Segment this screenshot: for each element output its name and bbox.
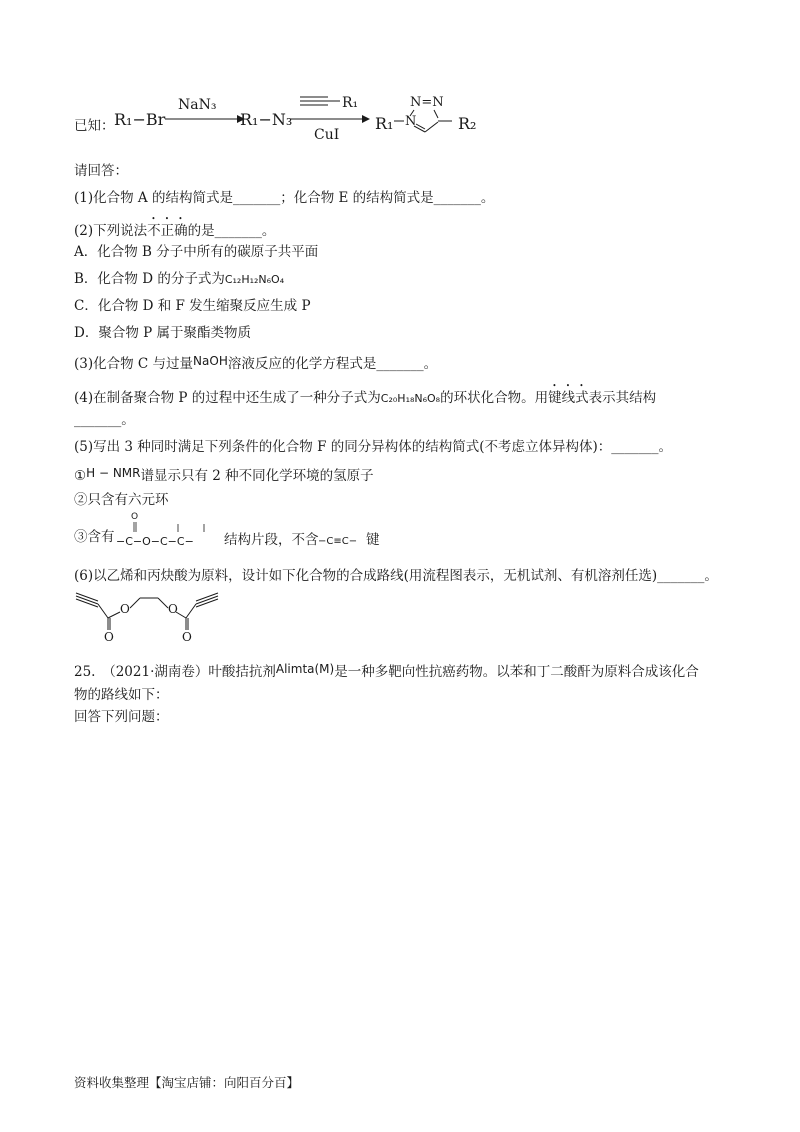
question-6: (6)以乙烯和丙炔酸为原料，设计如下化合物的合成路线(用流程图表示，无机试剂、有机溶剂任选)_______。 — [74, 568, 718, 584]
ring-oxygen-1: O — [120, 602, 130, 616]
question-4-post: 表示其结构 — [588, 390, 657, 406]
question-2-emphasis: 不正确 — [147, 223, 188, 239]
reaction-arrow-2 — [290, 112, 370, 124]
reagent-nan3: NaN₃ — [178, 97, 217, 113]
question-4-emphasis: 键线式 — [548, 390, 589, 406]
option-c: C．化合物 D 和 F 发生缩聚反应生成 P — [74, 298, 311, 314]
question-2-pre: (2)下列说法 — [74, 223, 148, 239]
fragment-carbonyl-o: O — [131, 512, 139, 522]
alkyne-substituent-r1: R₁ — [342, 95, 359, 111]
question-4-mid: 的环状化合物。用 — [440, 390, 549, 406]
known-prefix: 已知： — [74, 118, 115, 134]
footer-source: 资料收集整理【淘宝店铺：向阳百分百】 — [74, 1075, 300, 1090]
fragment-ester: −C−O−C−C− — [116, 535, 194, 548]
question-3-pre: (3)化合物 C 与过量 — [74, 356, 194, 372]
condition-1-post: 谱显示只有 2 种不同化学环境的氢原子 — [140, 468, 374, 484]
ring-oxygen-2: O — [168, 602, 178, 616]
question-3 — [74, 352, 437, 373]
condition-1 — [74, 464, 374, 485]
question-2-post: 的是_______。 — [187, 223, 276, 239]
triazole-r2: R₂ — [458, 114, 477, 133]
carbonyl-oxygen-1: O — [104, 630, 114, 644]
triazole-n-eq-n: N=N — [410, 95, 444, 110]
question-25-pre: 25. （2021·湖南卷）叶酸拮抗剂 — [74, 664, 276, 680]
condition-2: ②只含有六元环 — [74, 492, 169, 508]
question-2 — [74, 215, 275, 240]
question-1: (1)化合物 A 的结构简式是_______；化合物 E 的结构简式是_______。 — [74, 190, 495, 206]
option-b — [74, 270, 284, 289]
nmr-label: H − NMR — [86, 466, 141, 480]
question-4-pre: (4)在制备聚合物 P 的过程中还生成了一种分子式为 — [74, 390, 381, 406]
option-d: D．聚合物 P 属于聚酯类物质 — [74, 325, 251, 341]
triazole-n1: N — [405, 114, 417, 129]
reactant-r1-br: R₁−Br — [114, 110, 166, 129]
fragment-triple-bond: −C≡C− — [318, 536, 358, 547]
option-b-pre: B．化合物 D 的分子式为 — [74, 271, 225, 287]
question-3-post: 溶液反应的化学方程式是_______。 — [227, 356, 438, 372]
carbonyl-oxygen-2: O — [182, 630, 192, 644]
reaction-arrow-1 — [165, 112, 245, 124]
formula-d: C₁₂H₁₂N₆O₄ — [224, 273, 285, 286]
condition-3-mid: 结构片段，不含 — [224, 532, 319, 548]
catalyst-cui: CuI — [314, 127, 340, 143]
question-25-post: 是一种多靶向性抗癌药物。以苯和丁二酸酐为原料合成该化合 — [334, 664, 699, 680]
question-4-blank: _______。 — [74, 412, 135, 428]
question-4 — [74, 382, 656, 408]
alimta-label: Alimta(M) — [275, 662, 335, 676]
triazole-ring-icon — [394, 104, 458, 136]
question-5: (5)写出 3 种同时满足下列条件的化合物 F 的同分异构体的结构简式(不考虑立体异构体)：_______。 — [74, 439, 673, 455]
question-25-line-3: 回答下列问题： — [74, 709, 169, 725]
alkyne-triple-bond-icon — [298, 94, 342, 108]
naoh-label: NaOH — [193, 354, 228, 368]
question-25-line-2: 物的路线如下： — [74, 687, 169, 703]
condition-3-pre: ③含有 — [74, 529, 115, 545]
intermediate-r1-n3: R₁−N₃ — [240, 110, 293, 129]
condition-3-post: 键 — [366, 532, 380, 548]
fragment-bond-marks — [130, 521, 220, 535]
intro-text: 请回答： — [74, 163, 128, 179]
formula-cyclic: C₂₀H₁₈N₆O₈ — [380, 392, 441, 405]
condition-1-pre: ① — [74, 468, 87, 484]
question-25-line-1 — [74, 660, 699, 681]
triazole-r1: R₁ — [375, 114, 394, 133]
diester-skeleton-icon — [72, 590, 220, 648]
option-a: A．化合物 B 分子中所有的碳原子共平面 — [74, 244, 319, 260]
